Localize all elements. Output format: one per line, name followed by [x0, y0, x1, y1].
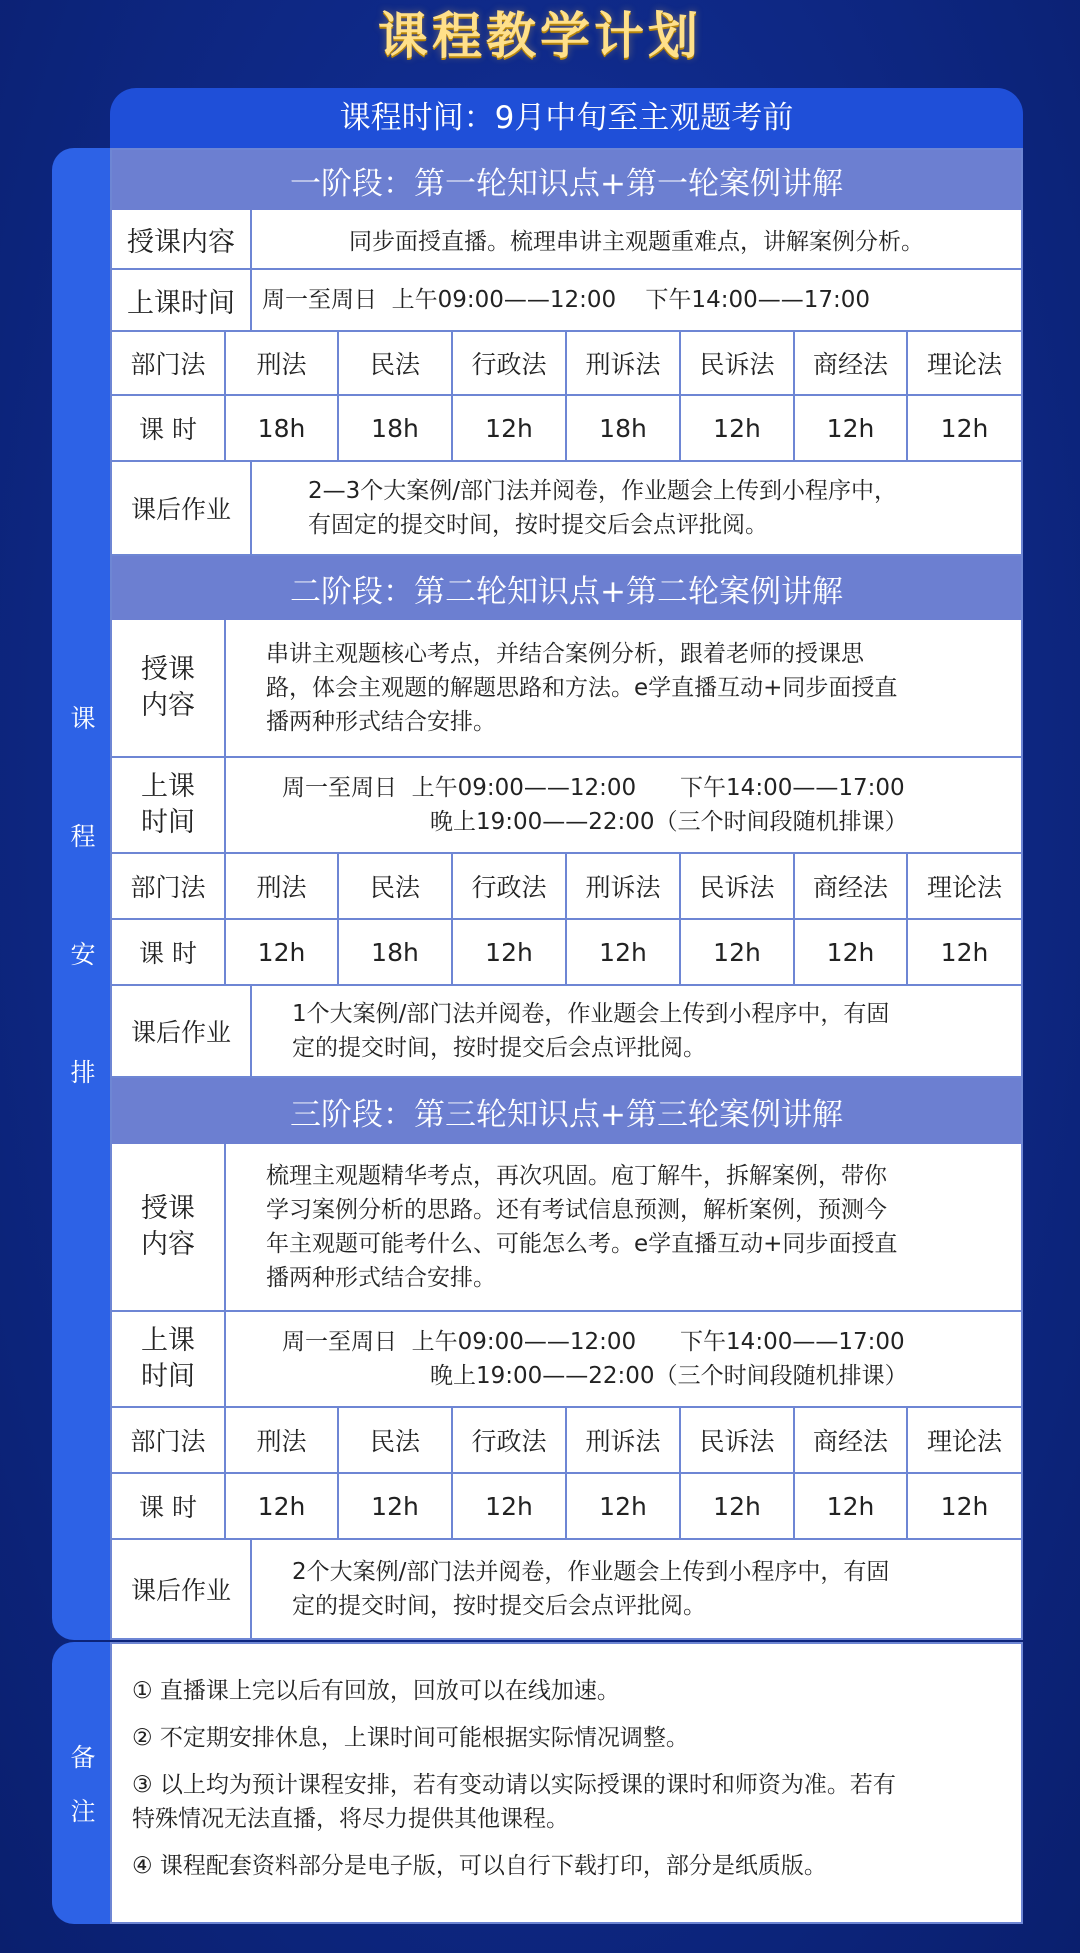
hours-cell: 12h: [567, 1474, 681, 1540]
subject-cell: 行政法: [453, 332, 567, 396]
table-row: [112, 462, 1021, 556]
subject-cell: 行政法: [453, 854, 567, 920]
hours-cell: 12h: [339, 1474, 453, 1540]
stage-homework: [252, 986, 1021, 1078]
stage-content: [226, 1144, 1021, 1312]
homework-line: 1个大案例/部门法并阅卷，作业题会上传到小程序中，有固: [292, 1001, 890, 1027]
label-hours: 课 时: [112, 396, 226, 462]
subject-cell: 刑法: [226, 1408, 339, 1474]
content-line: 串讲主观题核心考点，并结合案例分析，跟着老师的授课思: [266, 641, 864, 667]
page-title: 课程教学计划: [378, 7, 702, 65]
hours-cell: 12h: [453, 396, 567, 462]
subject-cell: 商经法: [795, 854, 908, 920]
homework-line: 2个大案例/部门法并阅卷，作业题会上传到小程序中，有固: [292, 1559, 890, 1585]
stage-time: 周一至周日 上午09:00——12:00 下午14:00——17:00: [252, 270, 1021, 332]
course-time-banner: 课程时间：9月中旬至主观题考前: [110, 88, 1023, 148]
stage-content: [226, 620, 1021, 758]
subject-cell: 刑诉法: [567, 332, 681, 396]
dept-row: [112, 1408, 1021, 1474]
side-char: 注: [70, 1797, 96, 1826]
subject-cell: 刑诉法: [567, 1408, 681, 1474]
side-char: 备: [70, 1743, 96, 1772]
hours-cell: 12h: [795, 920, 908, 986]
table-row: [112, 758, 1021, 854]
label-dept: 部门法: [112, 854, 226, 920]
subject-cell: 刑法: [226, 854, 339, 920]
content-line: 路，体会主观题的解题思路和方法。e学直播互动+同步面授直: [266, 675, 898, 701]
subject-cell: 民法: [339, 1408, 453, 1474]
hours-cell: 12h: [908, 920, 1021, 986]
hours-cell: 12h: [453, 1474, 567, 1540]
stage-heading: 二阶段：第二轮知识点+第二轮案例讲解: [112, 556, 1021, 620]
note-line: 特殊情况无法直播，将尽力提供其他课程。: [132, 1806, 569, 1832]
hours-cell: 12h: [681, 920, 795, 986]
label-content: [112, 1144, 226, 1312]
hours-cell: 12h: [908, 396, 1021, 462]
content-line: 年主观题可能考什么、可能怎么考。e学直播互动+同步面授直: [266, 1231, 898, 1257]
subject-cell: 民诉法: [681, 1408, 795, 1474]
content-line: 学习案例分析的思路。还有考试信息预测，解析案例，预测今: [266, 1197, 887, 1223]
hours-cell: 18h: [567, 396, 681, 462]
hours-cell: 12h: [226, 1474, 339, 1540]
subject-cell: 刑诉法: [567, 854, 681, 920]
label-hours: 课 时: [112, 1474, 226, 1540]
subject-cell: 理论法: [908, 1408, 1021, 1474]
dept-row: [112, 854, 1021, 920]
table-row: [112, 1540, 1021, 1638]
time-line: 周一至周日 上午09:00——12:00 下午14:00——17:00: [282, 1329, 905, 1355]
label-content: [112, 620, 226, 758]
label-part: 内容: [141, 690, 195, 721]
label-part: 时间: [141, 807, 195, 838]
label-part: 授课: [141, 1193, 195, 1224]
content-line: 播两种形式结合安排。: [266, 709, 496, 735]
hours-cell: 12h: [226, 920, 339, 986]
subject-cell: 民法: [339, 854, 453, 920]
content-line: 梳理主观题精华考点，再次巩固。庖丁解牛，拆解案例，带你: [266, 1163, 887, 1189]
side-char: 程: [70, 822, 96, 851]
label-part: 上课: [141, 1325, 195, 1356]
hours-cell: 12h: [908, 1474, 1021, 1540]
note-item: ① 直播课上完以后有回放，回放可以在线加速。: [132, 1678, 620, 1704]
label-part: 时间: [141, 1361, 195, 1392]
label-content: 授课内容: [112, 210, 252, 270]
label-dept: 部门法: [112, 332, 226, 396]
table-row: [112, 1312, 1021, 1408]
subject-cell: 民诉法: [681, 854, 795, 920]
subject-cell: 民诉法: [681, 332, 795, 396]
table-row: [112, 986, 1021, 1078]
label-time: [112, 1312, 226, 1408]
subject-cell: 理论法: [908, 854, 1021, 920]
stage-time: [226, 758, 1021, 854]
table-row: [112, 210, 1021, 270]
label-homework: 课后作业: [112, 462, 252, 556]
homework-line: 定的提交时间，按时提交后会点评批阅。: [292, 1035, 706, 1061]
table-row: [112, 1144, 1021, 1312]
subject-cell: 行政法: [453, 1408, 567, 1474]
label-homework: 课后作业: [112, 1540, 252, 1638]
side-label-notes: [52, 1642, 114, 1924]
time-line: 晚上19:00——22:00（三个时间段随机排课）: [430, 1363, 908, 1389]
side-char: 排: [70, 1058, 96, 1087]
table-row: [112, 270, 1021, 332]
label-part: 上课: [141, 771, 195, 802]
hours-cell: 12h: [681, 396, 795, 462]
hours-cell: 18h: [226, 396, 339, 462]
dept-row: [112, 332, 1021, 396]
note-item: ② 不定期安排休息，上课时间可能根据实际情况调整。: [132, 1725, 689, 1751]
subject-cell: 商经法: [795, 332, 908, 396]
time-line: 周一至周日 上午09:00——12:00 下午14:00——17:00: [282, 775, 905, 801]
content-line: 播两种形式结合安排。: [266, 1265, 496, 1291]
label-time: [112, 758, 226, 854]
hours-row: [112, 396, 1021, 462]
stage-homework: [252, 462, 1021, 556]
hours-cell: 18h: [339, 920, 453, 986]
homework-line: 定的提交时间，按时提交后会点评批阅。: [292, 1593, 706, 1619]
stage-homework: [252, 1540, 1021, 1638]
homework-line: 有固定的提交时间，按时提交后会点评批阅。: [308, 512, 768, 538]
notes-box: [110, 1642, 1023, 1924]
time-line: 晚上19:00——22:00（三个时间段随机排课）: [430, 809, 908, 835]
stage-time: [226, 1312, 1021, 1408]
side-char: 安: [70, 940, 96, 969]
stage-content: 同步面授直播。梳理串讲主观题重难点，讲解案例分析。: [252, 210, 1021, 270]
label-dept: 部门法: [112, 1408, 226, 1474]
stage-heading: 一阶段：第一轮知识点+第一轮案例讲解: [112, 150, 1021, 210]
side-char: 课: [70, 704, 96, 733]
subject-cell: 民法: [339, 332, 453, 396]
note-line: ③ 以上均为预计课程安排，若有变动请以实际授课的课时和师资为准。若有: [132, 1772, 896, 1798]
side-label-schedule: [52, 148, 114, 1640]
note-item: ④ 课程配套资料部分是电子版，可以自行下载打印，部分是纸质版。: [132, 1853, 827, 1879]
label-part: 授课: [141, 654, 195, 685]
hours-cell: 18h: [339, 396, 453, 462]
hours-row: [112, 1474, 1021, 1540]
table-row: [112, 620, 1021, 758]
hours-cell: 12h: [681, 1474, 795, 1540]
hours-cell: 12h: [453, 920, 567, 986]
hours-cell: 12h: [795, 1474, 908, 1540]
hours-cell: 12h: [567, 920, 681, 986]
subject-cell: 商经法: [795, 1408, 908, 1474]
subject-cell: 刑法: [226, 332, 339, 396]
label-hours: 课 时: [112, 920, 226, 986]
schedule-table: [110, 148, 1023, 1640]
label-part: 内容: [141, 1229, 195, 1260]
note-item: [132, 1768, 1001, 1836]
stage-heading: 三阶段：第三轮知识点+第三轮案例讲解: [112, 1078, 1021, 1144]
hours-cell: 12h: [795, 396, 908, 462]
subject-cell: 理论法: [908, 332, 1021, 396]
hours-row: [112, 920, 1021, 986]
homework-line: 2—3个大案例/部门法并阅卷，作业题会上传到小程序中，: [308, 478, 898, 504]
label-time: 上课时间: [112, 270, 252, 332]
label-homework: 课后作业: [112, 986, 252, 1078]
